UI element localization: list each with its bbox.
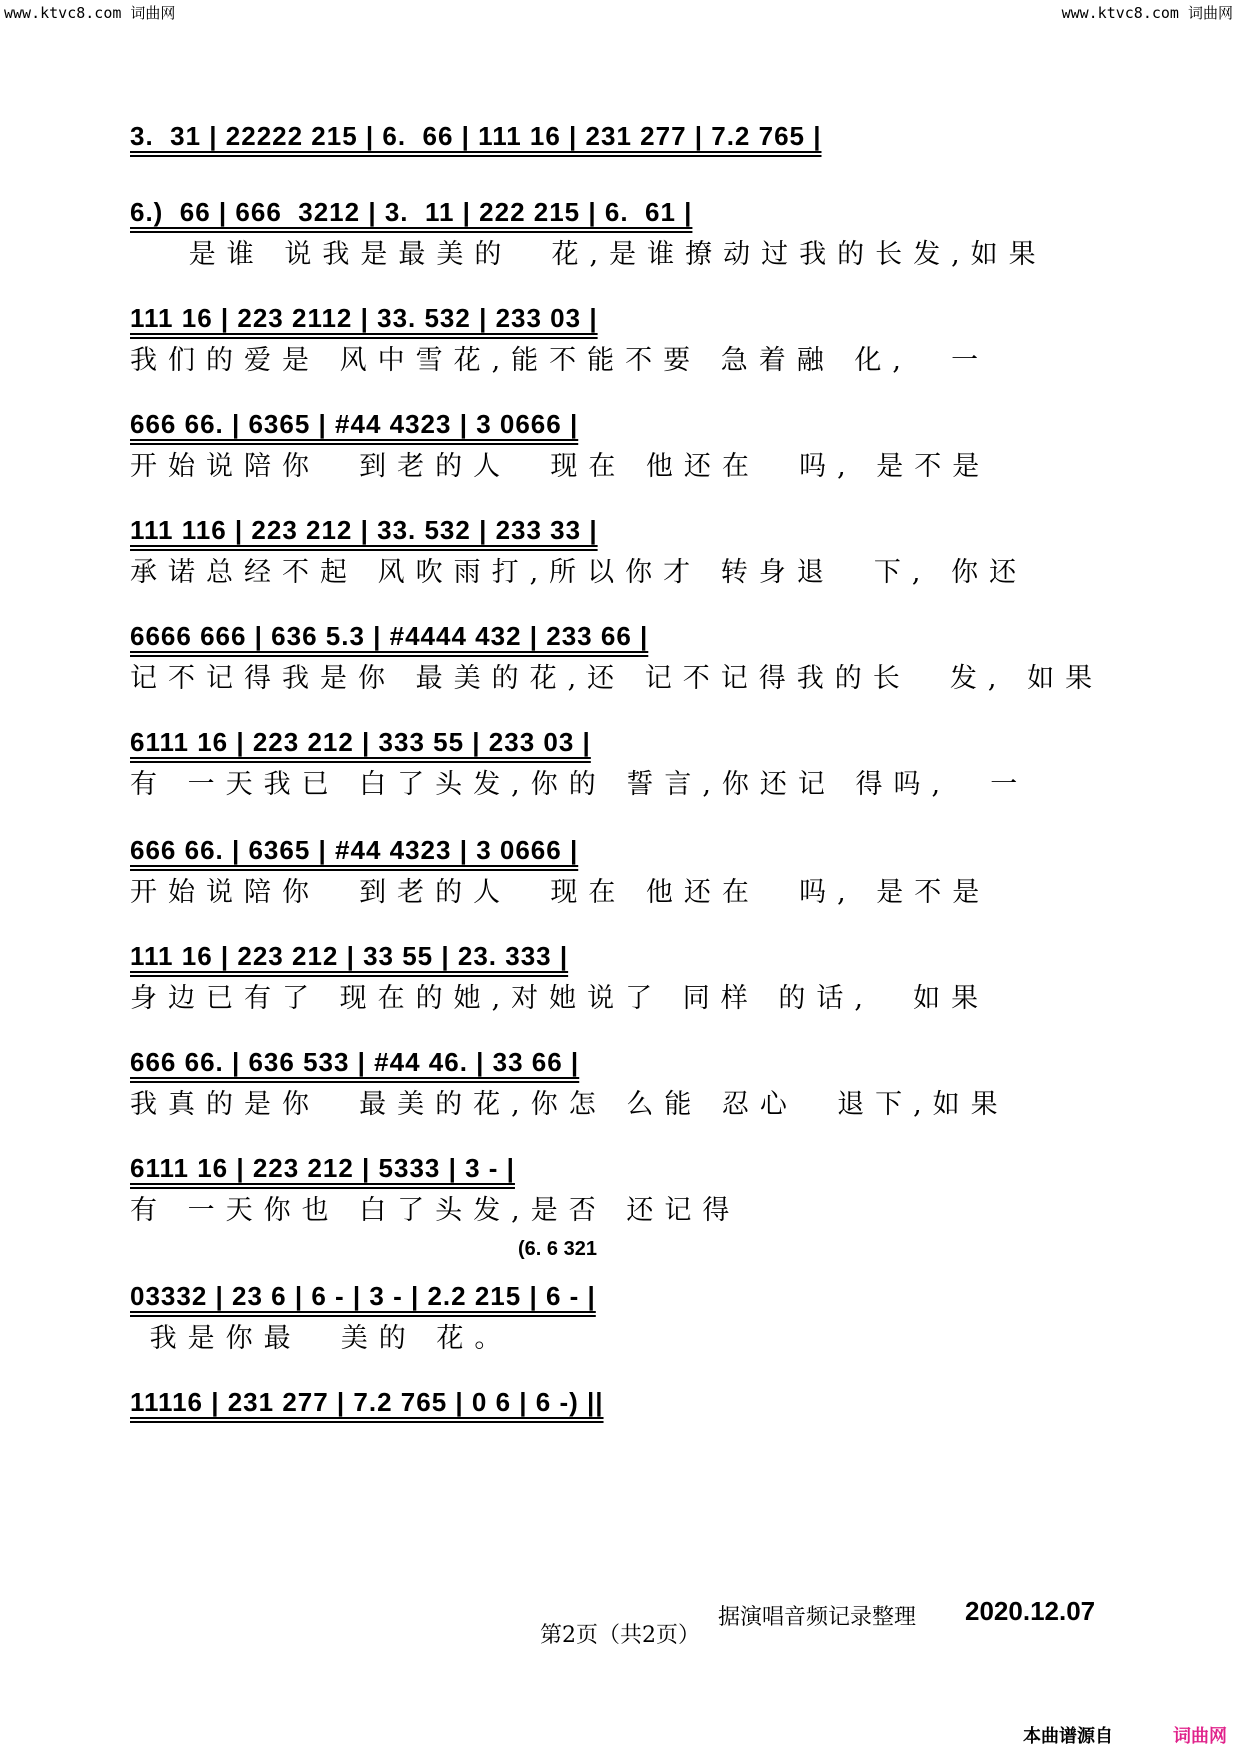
score-system-10 [130,1040,1120,1126]
notation-line: 6111 16 | 223 212 | 333 55 | 233 03 | [130,727,591,757]
notation-line: 6.) 66 | 666 3212 | 3. 11 | 222 215 | 6. 61 | [130,197,693,227]
lyrics-line: 有 一天我已 白了头发,你的 誓言,你还记 得吗, 一 [130,769,1029,800]
notation-line: 6111 16 | 223 212 | 5333 | 3 - | [130,1153,515,1183]
transcription-date: 2020.12.07 [965,1596,1096,1626]
score-system-1 [130,114,1120,200]
score-system-9 [130,934,1120,1020]
notation-line: 11116 | 231 277 | 7.2 765 | 0 6 | 6 -) || [130,1387,604,1417]
score-system-2 [130,190,1120,276]
lyrics-line: 开始说陪你 到老的人 现在 他还在 吗, 是不是 [130,451,991,482]
lyrics-line: 有 一天你也 白了头发,是否 还记得 [130,1195,741,1226]
score-system-8 [130,828,1120,914]
lyrics-line: 我们的爱是 风中雪花,能不能不要 急着融 化, 一 [130,345,990,376]
notation-line: 3. 31 | 22222 215 | 6. 66 | 111 16 | 231 277 | 7.2 765 | [130,121,822,151]
source-note: 据演唱音频记录整理 [718,1605,917,1630]
score-system-13 [130,1380,1120,1466]
lyrics-line: 记不记得我是你 最美的花,还 记不记得我的长 发, 如果 [130,663,1104,694]
score-system-5 [130,508,1120,594]
notation-line: 111 16 | 223 2112 | 33. 532 | 233 03 | [130,303,598,333]
lyrics-line: 承诺总经不起 风吹雨打,所以你才 转身退 下, 你还 [130,557,1028,588]
bracketed-alt-notes: (6. 6 321 [518,1238,597,1260]
notation-line: 666 66. | 6365 | #44 4323 | 3 0666 | [130,835,579,865]
score-system-3 [130,296,1120,382]
score-system-4 [130,402,1120,488]
notation-line: 6666 666 | 636 5.3 | #4444 432 | 233 66 | [130,621,649,651]
lyrics-line: 身边已有了 现在的她,对她说了 同样 的话, 如果 [130,983,990,1014]
lyrics-line [130,1424,1120,1466]
score-system-12 [130,1274,1120,1360]
lyrics-line: 是谁 说我是最美的 花,是谁撩动过我的长发,如果 [130,239,1047,270]
brand-logo-text: 词曲网 [1173,1726,1227,1747]
header-right-watermark: www.ktvc8.com 词曲网 [1061,4,1233,22]
header-left-watermark: www.ktvc8.com 词曲网 [4,4,176,22]
notation-line: 111 16 | 223 212 | 33 55 | 23. 333 | [130,941,569,971]
notation-line: 03332 | 23 6 | 6 - | 3 - | 2.2 215 | 6 - | [130,1281,596,1311]
score-system-11 [130,1146,1120,1232]
notation-line: 666 66. | 636 533 | #44 46. | 33 66 | [130,1047,580,1077]
score-system-6 [130,614,1120,700]
notation-line: 111 116 | 223 212 | 33. 532 | 233 33 | [130,515,598,545]
notation-line: 666 66. | 6365 | #44 4323 | 3 0666 | [130,409,579,439]
source-credit: 本曲谱源自 [1023,1726,1113,1747]
lyrics-line: 我真的是你 最美的花,你怎 么能 忍心 退下,如果 [130,1089,1009,1120]
page-number: 第2页（共2页） [540,1623,700,1648]
lyrics-line: 开始说陪你 到老的人 现在 他还在 吗, 是不是 [130,877,991,908]
score-system-7 [130,720,1120,806]
lyrics-line: 我是你最 美的 花。 [130,1323,513,1354]
